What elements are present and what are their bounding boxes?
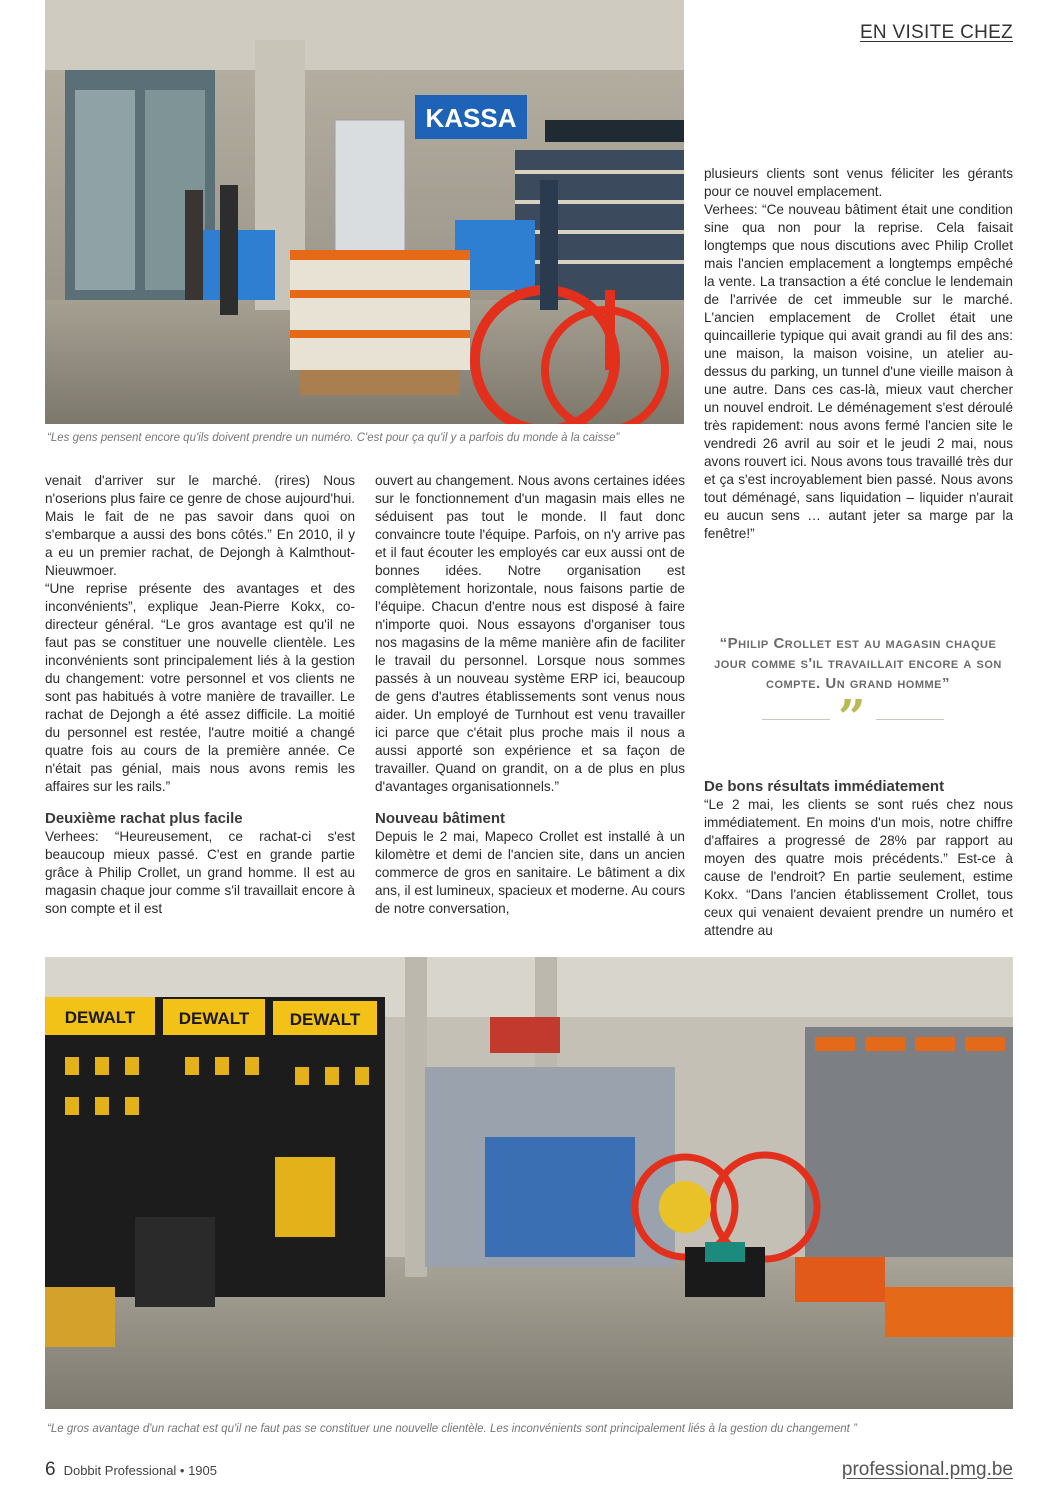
brand-sign: DEWALT xyxy=(289,1010,361,1029)
photo-store-aisles xyxy=(45,957,1013,1409)
quote-divider-left xyxy=(762,719,830,720)
footer-left xyxy=(45,1459,217,1481)
brand-sign: DEWALT xyxy=(178,1009,250,1028)
photo-store-checkout xyxy=(45,0,684,424)
paragraph: “Le 2 mai, les clients se sont rués chez nous immédiatement. En moins d'un mois, notre chiffre d'affaires a progressé de 28% par rapport au moyen des quatre mois précédents.” Est-ce à cause de l'endroit? En partie seulement, estime Kokx. “Dans l'ancien établissement Crollet, tous ceux qui venaient devaient prendre un numéro et attendre au xyxy=(704,797,1013,938)
subheading: De bons résultats immédiatement xyxy=(704,778,945,795)
section-label: EN VISITE CHEZ xyxy=(859,22,1013,43)
photo-bottom-caption: “Le gros avantage d'un rachat est qu'il ne faut pas se constituer une nouvelle clientèle. Les inconvénients sont principalement liés à la gestion du changement ” xyxy=(47,1423,857,1435)
article-column-right-top xyxy=(704,165,1013,543)
paragraph: Verhees: “Ce nouveau bâtiment était une condition sine qua non pour la reprise. Cela faisait longtemps que nous discutions avec Philip Crollet mais l'ancien emplacement a longtemps empêché la vente. La transaction a été conclue le lendemain de l'arrivée de cet immeuble sur le marché. L'ancien emplacement de Crollet était une quincaillerie typique qui avait grandi au fil des ans: une maison, la maison voisine, un atelier au-dessus du parking, un tunnel d'une vieille maison à une autre. Dans ces cas-là, mieux vaut chercher un nouvel endroit. Le déménagement s'est déroulé très rapidement: nous avons fermé l'ancien site le vendredi 26 avril au soir et le jeudi 2 mai, nous avons rouvert ici. Nous avons tous travaillé très dur et ça s'est incroyablement bien passé. Nous avons tout déménagé, sans liquidation – liquider n'aurait eu aucun sens … autant jeter sa marge par la fenêtre!” xyxy=(704,202,1013,541)
paragraph: Depuis le 2 mai, Mapeco Crollet est installé à un kilomètre et demi de l'ancien site, dans un ancien commerce de gros en sanitaire. Le bâtiment a dix ans, il est lumineux, spacieux et moderne. Au cours de notre conversation, xyxy=(375,829,685,916)
photo-store-checkout-illustration xyxy=(45,0,684,424)
page-number: 6 xyxy=(45,1459,56,1480)
brand-sign: DEWALT xyxy=(64,1008,136,1027)
paragraph: venait d'arriver sur le marché. (rires) Nous n'oserions plus faire ce genre de chose aujourd'hui. Mais le fait de ne pas savoir dans quoi on s'embarque a aussi des bons côtés.” En 2010, il y a eu un premier rachat, de Dejongh à Kalmthout-Nieuwmoer. xyxy=(45,473,355,578)
magazine-issue: Dobbit Professional • 1905 xyxy=(63,1463,218,1478)
kassa-sign: KASSA xyxy=(425,103,517,133)
article-column-1 xyxy=(45,472,355,918)
subheading: Deuxième rachat plus facile xyxy=(45,810,243,827)
paragraph: “Une reprise présente des avantages et des inconvénients”, explique Jean-Pierre Kokx, co-directeur général. “Le gros avantage est qu'il ne faut pas se constituer une nouvelle clientèle. Les inconvénients sont principalement liés à la gestion du changement: votre personnel et vos clients ne sont pas habitués à votre manière de travailler. Le rachat de Dejongh a été assez difficile. La moitié du personnel est restée, l'autre moitié a changé quatre fois au cours de la première année. Ce n'était pas génial, mais nous avons remis les affaires sur les rails.” xyxy=(45,581,355,794)
footer-website-link[interactable]: professional.pmg.be xyxy=(841,1459,1013,1480)
pull-quote: “Philip Crollet est au magasin chaque jour comme s'il travaillait encore a son compte. Un grand homme” xyxy=(714,635,1002,692)
paragraph: plusieurs clients sont venus féliciter les gérants pour ce nouvel emplacement. xyxy=(704,166,1013,199)
photo-store-aisles-illustration xyxy=(45,957,1013,1409)
quote-mark-icon: ” xyxy=(838,690,866,746)
paragraph: ouvert au changement. Nous avons certaines idées sur le fonctionnement d'un magasin mais elles ne séduisent pas tout le monde. Il faut donc convaincre toute l'équipe. Parfois, on n'y arrive pas et il faut écouter les employés car eux aussi ont de bonnes idées. Notre organisation est complètement horizontale, nous faisons partie de l'équipe. Chacun d'entre nous est disposé à faire n'importe quoi. Nous essayons d'organiser tous nos magasins de la même manière afin de faciliter le travail du personnel. Lorsque nous sommes passés à un nouveau système ERP ici, beaucoup de gens d'autres établissements sont venus nous aider. Un employé de Turnhout est venu travailler ici parce que c'était plus proche mais il nous a aussi apporté son expérience et sa façon de travailler. Quand on grandit, on a de plus en plus d'avantages organisationnels.” xyxy=(375,473,685,794)
article-column-2 xyxy=(375,472,685,918)
photo-top-caption: “Les gens pensent encore qu'ils doivent prendre un numéro. C'est pour ça qu'il y a parfois du monde à la caisse” xyxy=(47,432,620,444)
quote-divider-right xyxy=(876,719,944,720)
subheading: Nouveau bâtiment xyxy=(375,810,506,827)
article-column-3 xyxy=(704,764,1013,940)
paragraph: Verhees: “Heureusement, ce rachat-ci s'est beaucoup mieux passé. C'est en grande partie grâce à Philip Crollet, un grand homme. Il est au magasin chaque jour comme s'il travaillait encore à son compte et il est xyxy=(45,829,355,916)
